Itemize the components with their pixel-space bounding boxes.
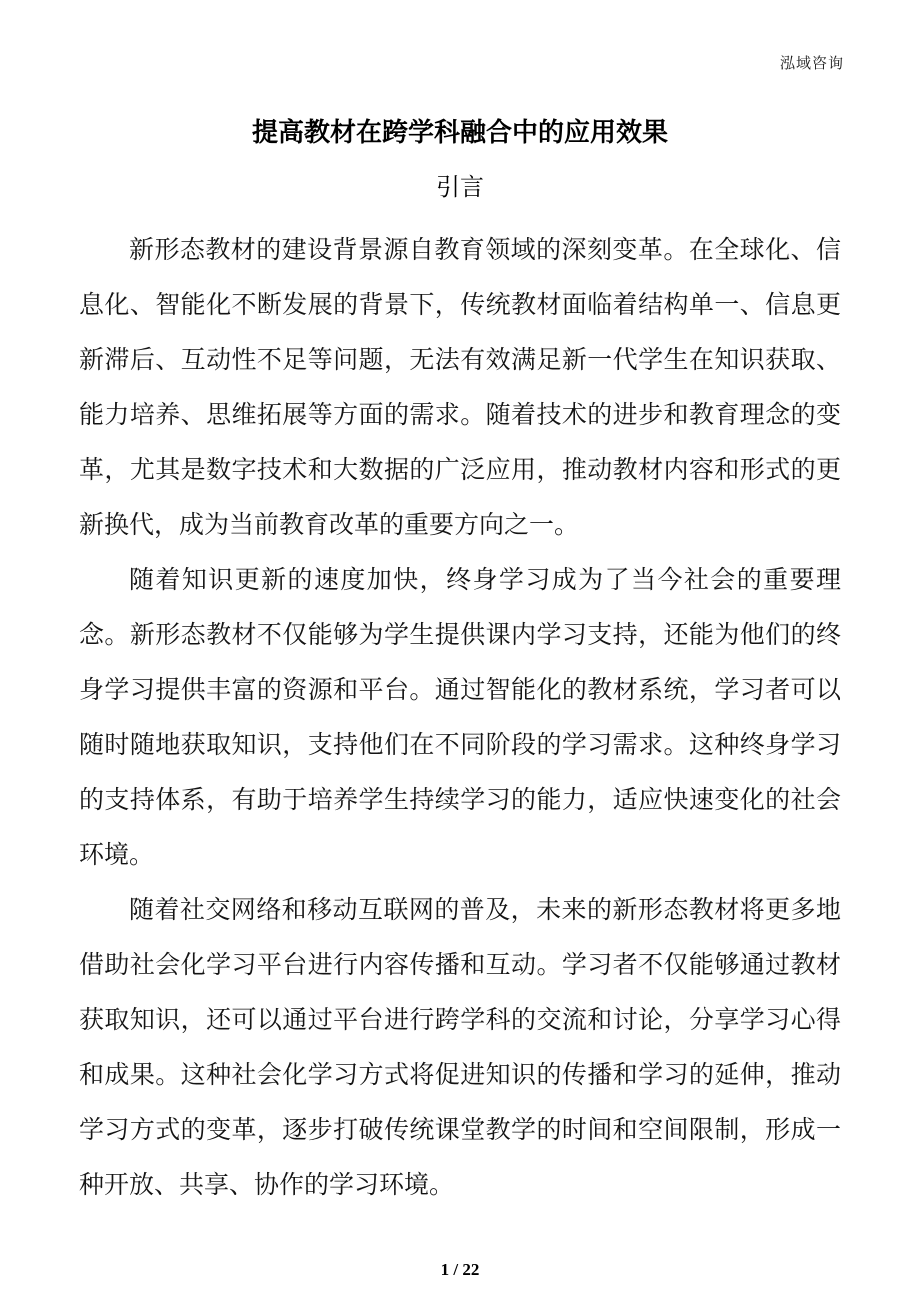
- document-body: [79, 223, 841, 1213]
- document-title: 提高教材在跨学科融合中的应用效果: [251, 117, 668, 147]
- paragraph-1: 新形态教材的建设背景源自教育领域的深刻变革。在全球化、信息化、智能化不断发展的背景下，传统教材面临着结构单一、信息更新滞后、互动性不足等问题，无法有效满足新一代学生在知识获取、能力培养、思维拓展等方面的需求。随着技术的进步和教育理念的变革，尤其是数字技术和大数据的广泛应用，推动教材内容和形式的更新换代，成为当前教育改革的重要方向之一。: [79, 236, 841, 539]
- page-number: 1 / 22: [440, 1260, 480, 1279]
- page-footer: [0, 1260, 920, 1280]
- brand-watermark: 泓域咨询: [779, 55, 844, 72]
- paragraph-3: 随着社交网络和移动互联网的普及，未来的新形态教材将更多地借助社会化学习平台进行内容传播和互动。学习者不仅能够通过教材获取知识，还可以通过平台进行跨学科的交流和讨论，分享学习心得和成果。这种社会化学习方式将促进知识的传播和学习的延伸，推动学习方式的变革，逐步打破传统课堂教学的时间和空间限制，形成一种开放、共享、协作的学习环境。: [79, 896, 841, 1199]
- paragraph-2: 随着知识更新的速度加快，终身学习成为了当今社会的重要理念。新形态教材不仅能够为学生提供课内学习支持，还能为他们的终身学习提供丰富的资源和平台。通过智能化的教材系统，学习者可以随时随地获取知识，支持他们在不同阶段的学习需求。这种终身学习的支持体系，有助于培养学生持续学习的能力，适应快速变化的社会环境。: [79, 566, 841, 869]
- section-heading: 引言: [436, 173, 484, 201]
